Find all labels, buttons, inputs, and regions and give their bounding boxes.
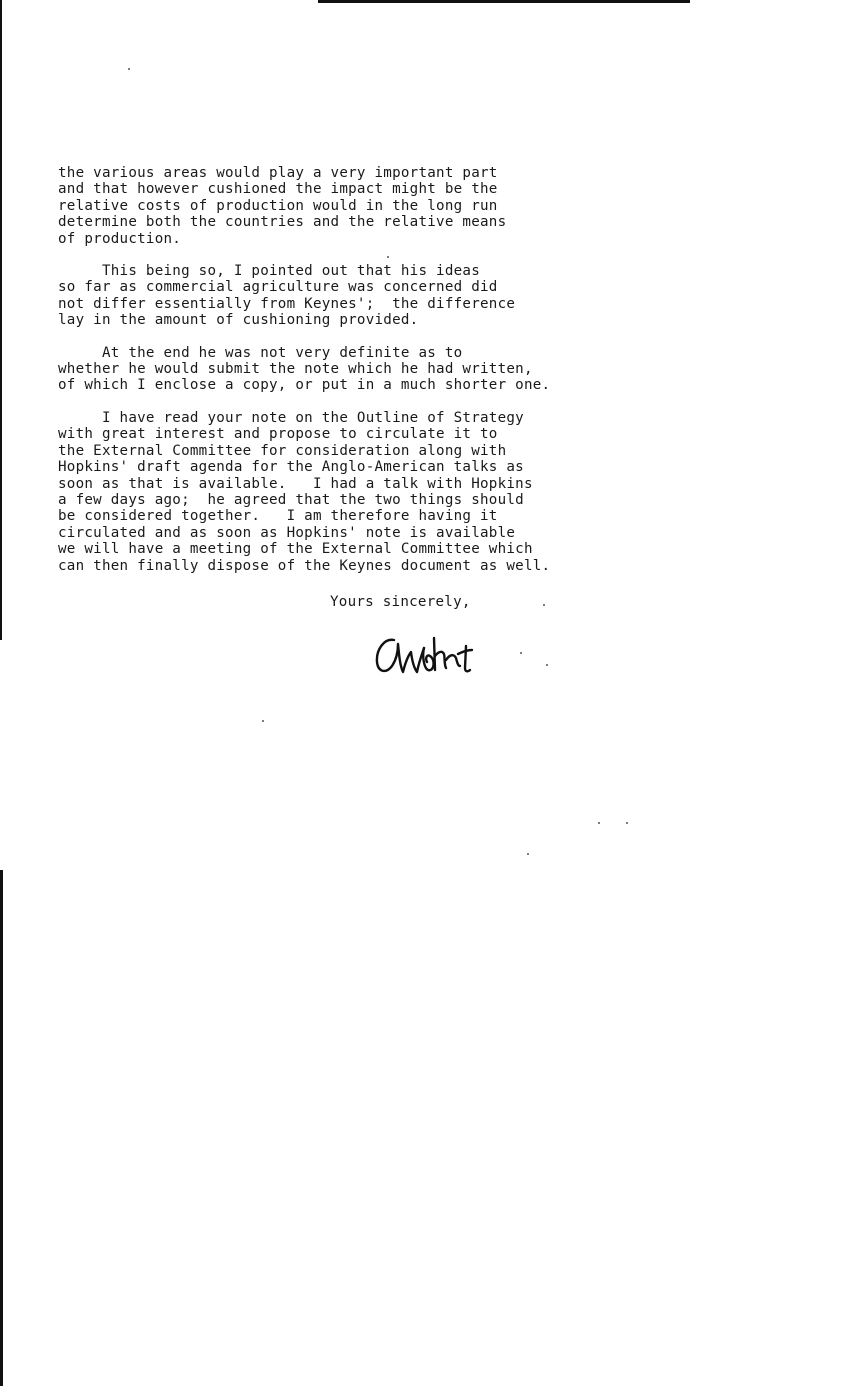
paragraph-3 (58, 345, 618, 394)
text-line: whether he would submit the note which he had written, (58, 361, 533, 378)
text-line: I have read your note on the Outline of Strategy (58, 409, 524, 426)
text-line: Hopkins' draft agenda for the Anglo-American talks as (58, 459, 524, 476)
text-line: of which I enclose a copy, or put in a much shorter one. (58, 377, 551, 394)
text-line: the External Committee for consideration along with (58, 442, 507, 459)
scan-speck (128, 68, 130, 70)
text-line: relative costs of production would in the long run (58, 197, 498, 214)
text-line: of production. (58, 230, 182, 247)
text-line: This being so, I pointed out that his ideas (58, 263, 480, 280)
text-line: and that however cushioned the impact might be the (58, 181, 498, 198)
paragraph-1 (58, 165, 618, 247)
text-line: a few days ago; he agreed that the two things should (58, 491, 524, 508)
handwritten-signature (372, 628, 482, 686)
scan-speck (626, 822, 628, 824)
text-line: soon as that is available. I had a talk with Hopkins (58, 475, 533, 492)
letter-body (58, 165, 618, 574)
scan-speck (262, 720, 264, 722)
paragraph-4 (58, 410, 618, 574)
scan-edge-left-lower (0, 870, 3, 1386)
text-line: circulated and as soon as Hopkins' note is available (58, 524, 516, 541)
text-line: can then finally dispose of the Keynes document as well. (58, 557, 551, 574)
scan-edge-left (0, 0, 2, 640)
scan-speck (543, 604, 545, 606)
text-line: be considered together. I am therefore having it (58, 508, 498, 525)
text-line: not differ essentially from Keynes'; the difference (58, 295, 516, 312)
text-line: with great interest and propose to circulate it to (58, 426, 498, 443)
scan-edge-top (318, 0, 690, 3)
closing: Yours sincerely, (330, 594, 471, 610)
scan-speck (520, 652, 522, 654)
text-line: so far as commercial agriculture was concerned did (58, 279, 498, 296)
text-line: At the end he was not very definite as to (58, 344, 463, 361)
scan-speck (527, 853, 529, 855)
text-line: determine both the countries and the relative means (58, 214, 507, 231)
scan-speck (546, 664, 548, 666)
scan-speck (598, 822, 600, 824)
text-line: we will have a meeting of the External Committee which (58, 541, 533, 558)
text-line: the various areas would play a very important part (58, 165, 498, 181)
text-line: lay in the amount of cushioning provided. (58, 312, 419, 329)
paragraph-2 (58, 263, 618, 329)
